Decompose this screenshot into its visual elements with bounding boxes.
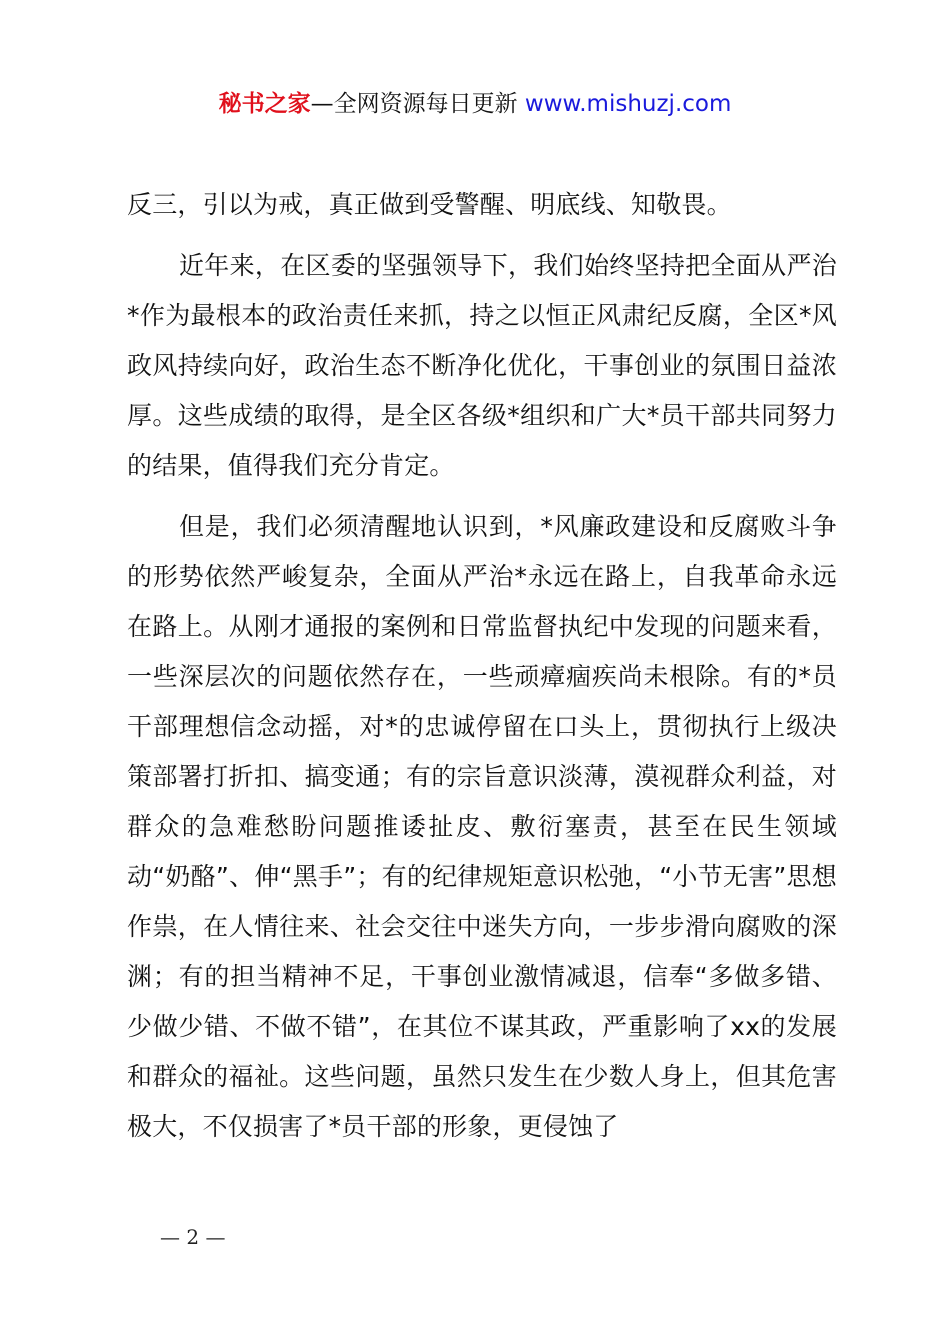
page-number: — 2 — [160, 1225, 226, 1249]
site-url[interactable]: www.mishuzj.com [524, 91, 732, 117]
paragraph-problems: 但是，我们必须清醒地认识到，*风廉政建设和反腐败斗争的形势依然严峻复杂，全面从严治*永远在路上，自我革命永远在路上。从刚才通报的案例和日常监督执纪中发现的问题来看，一些深层次的问题依然存在，一些顽瘴痼疾尚未根除。有的*员干部理想信念动摇，对*的忠诚停留在口头上，贯彻执行上级决策部署打折扣、搞变通；有的宗旨意识淡薄，漠视群众利益，对群众的急难愁盼问题推诿扯皮、敷衍塞责，甚至在民生领域动“奶酪”、伸“黑手”；有的纪律规矩意识松弛，“小节无害”思想作祟，在人情往来、社会交往中迷失方向，一步步滑向腐败的深渊；有的担当精神不足，干事创业激情减退，信奉“多做多错、少做少错、不做不错”，在其位不谋其政，严重影响了xx的发展和群众的福祉。这些问题，虽然只发生在少数人身上，但其危害极大，不仅损害了*员干部的形象，更侵蚀了 [127, 512, 837, 1141]
paragraph-continuation: 反三，引以为戒，真正做到受警醒、明底线、知敬畏。 [127, 190, 732, 219]
paragraph-achievements: 近年来，在区委的坚强领导下，我们始终坚持把全面从严治*作为最根本的政治责任来抓，持之以恒正风肃纪反腐，全区*风政风持续向好，政治生态不断净化优化，干事创业的氛围日益浓厚。这些成绩的取得，是全区各级*组织和广大*员干部共同努力的结果，值得我们充分肯定。 [127, 251, 837, 480]
site-banner [0, 86, 950, 122]
site-tagline: —全网资源每日更新 [310, 91, 525, 117]
document-body [127, 180, 837, 1152]
site-brand: 秘书之家 [218, 91, 311, 117]
